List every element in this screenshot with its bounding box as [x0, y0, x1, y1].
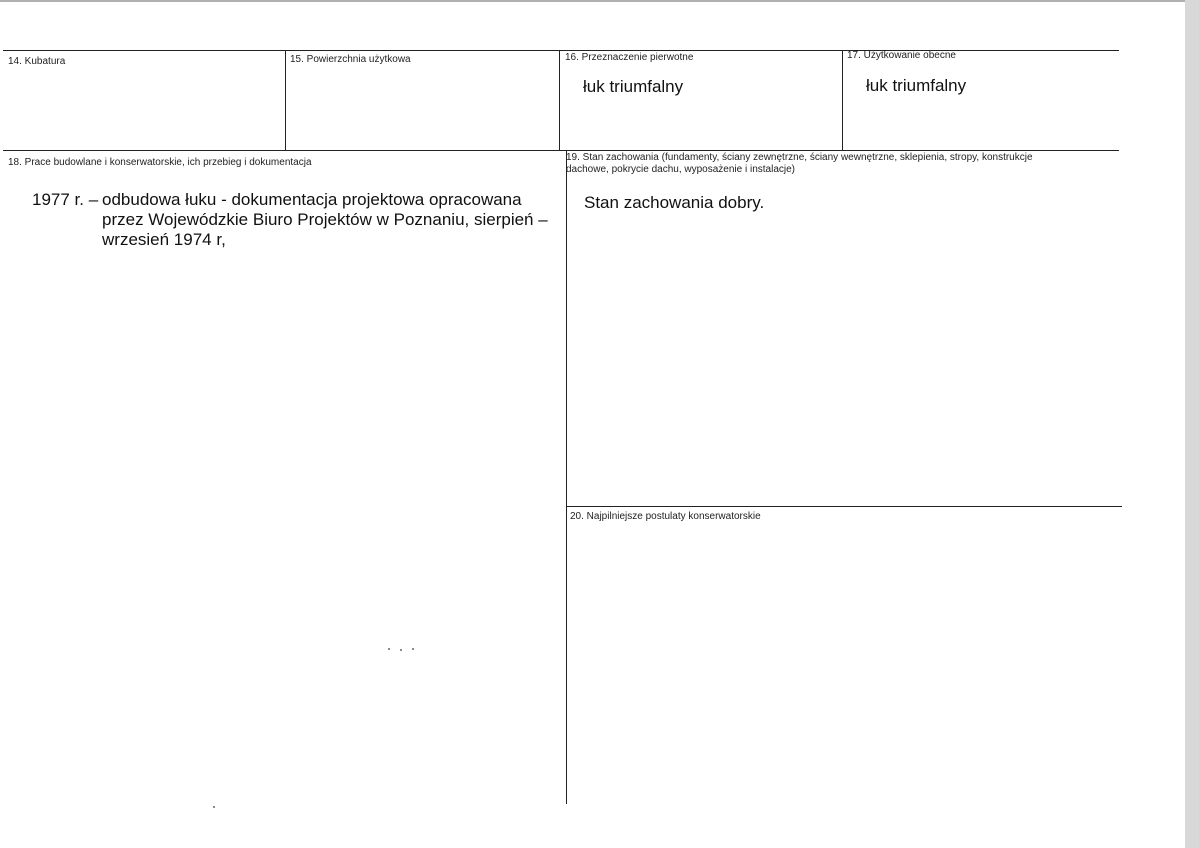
divider-14-15	[285, 50, 286, 150]
field-18-text: odbudowa łuku - dokumentacja projektowa opracowana przez Wojewódzkie Biuro Projektów w Poznaniu, sierpień – wrzesień 1974 r,	[102, 190, 548, 249]
divider-16-17	[842, 50, 843, 150]
row-middle-border	[3, 150, 1119, 151]
scan-speck	[412, 648, 414, 650]
divider-15-16	[559, 50, 560, 150]
field-15-label: 15. Powierzchnia użytkowa	[290, 54, 411, 65]
scan-right-edge	[1185, 0, 1199, 848]
field-17-label: 17. Użytkowanie obecne	[847, 50, 956, 61]
field-14-label: 14. Kubatura	[8, 56, 66, 67]
divider-18-19	[566, 150, 567, 804]
field-20-label: 20. Najpilniejsze postulaty konserwatorskie	[570, 511, 761, 522]
scan-speck	[213, 806, 215, 808]
field-16-value: łuk triumfalny	[583, 77, 684, 96]
scan-speck	[388, 648, 390, 650]
scan-top-edge	[0, 0, 1199, 2]
field-16-label: 16. Przeznaczenie pierwotne	[565, 52, 694, 63]
scan-speck	[400, 649, 402, 651]
field-19-value: Stan zachowania dobry.	[584, 193, 765, 212]
field-17-value: łuk triumfalny	[866, 76, 967, 95]
field-19-label: 19. Stan zachowania (fundamenty, ściany zewnętrzne, ściany wewnętrzne, sklepienia, stropy, konstrukcje dachowe, pokrycie dachu, wyposażenie i instalacje)	[566, 152, 1033, 175]
field-18-label: 18. Prace budowlane i konserwatorskie, ich przebieg i dokumentacja	[8, 157, 312, 168]
field-20-top-border	[566, 506, 1122, 507]
field-18-year: 1977 r. –	[32, 190, 99, 209]
